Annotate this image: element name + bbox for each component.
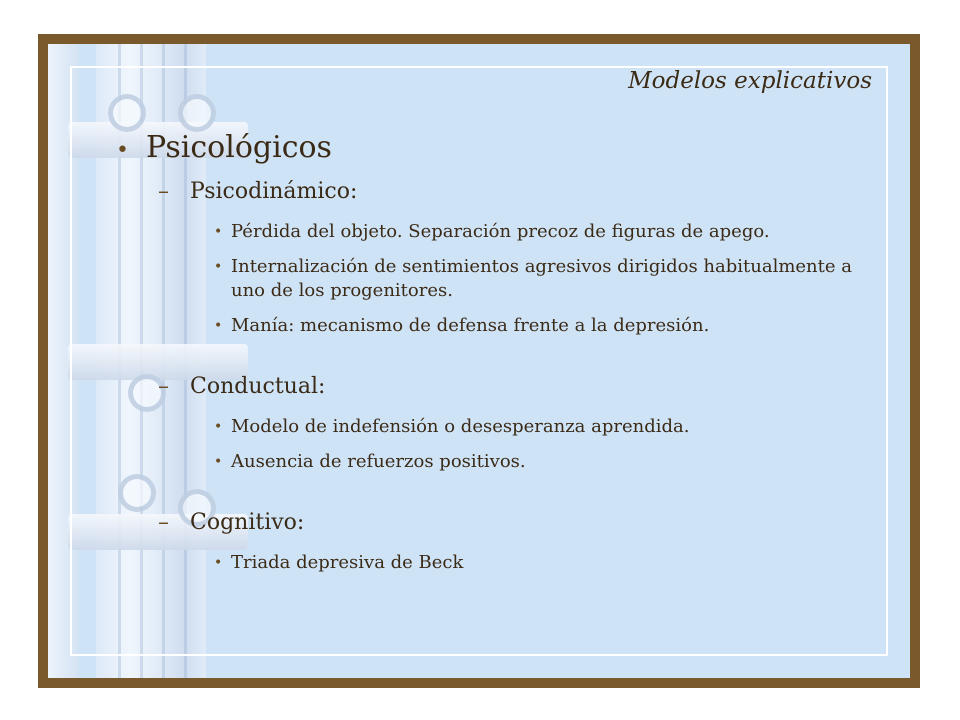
bullet-icon: •	[116, 138, 129, 163]
list-item: • Pérdida del objeto. Separación precoz de figuras de apego.	[214, 221, 770, 242]
list-item: • Manía: mecanismo de defensa frente a la depresión.	[214, 315, 710, 336]
main-bullet	[116, 130, 876, 165]
main-heading: Psicológicos	[146, 130, 332, 165]
dash-icon: –	[158, 179, 169, 204]
list-item: • Ausencia de refuerzos positivos.	[214, 451, 526, 472]
slide-header: Modelos explicativos	[628, 68, 872, 94]
section-conductual	[158, 374, 876, 399]
bullet-icon: •	[214, 555, 223, 571]
section-label: Psicodinámico:	[190, 179, 358, 204]
list-item: • Triada depresiva de Beck	[214, 552, 464, 573]
dash-icon: –	[158, 374, 169, 399]
section-psicodinamico	[158, 179, 876, 204]
bullet-icon: •	[214, 259, 223, 275]
section-label: Conductual:	[190, 374, 326, 399]
slide-content	[116, 130, 876, 575]
section-label: Cognitivo:	[190, 510, 305, 535]
bullet-icon: •	[214, 318, 223, 334]
list-item: • Internalización de sentimientos agresivos dirigidos habitualmente a uno de los progenitores.	[214, 256, 852, 301]
bullet-icon: •	[214, 454, 223, 470]
dash-icon: –	[158, 510, 169, 535]
bullet-icon: •	[214, 224, 223, 240]
bullet-icon: •	[214, 419, 223, 435]
section-cognitivo	[158, 510, 876, 535]
list-item: • Modelo de indefensión o desesperanza aprendida.	[214, 416, 690, 437]
